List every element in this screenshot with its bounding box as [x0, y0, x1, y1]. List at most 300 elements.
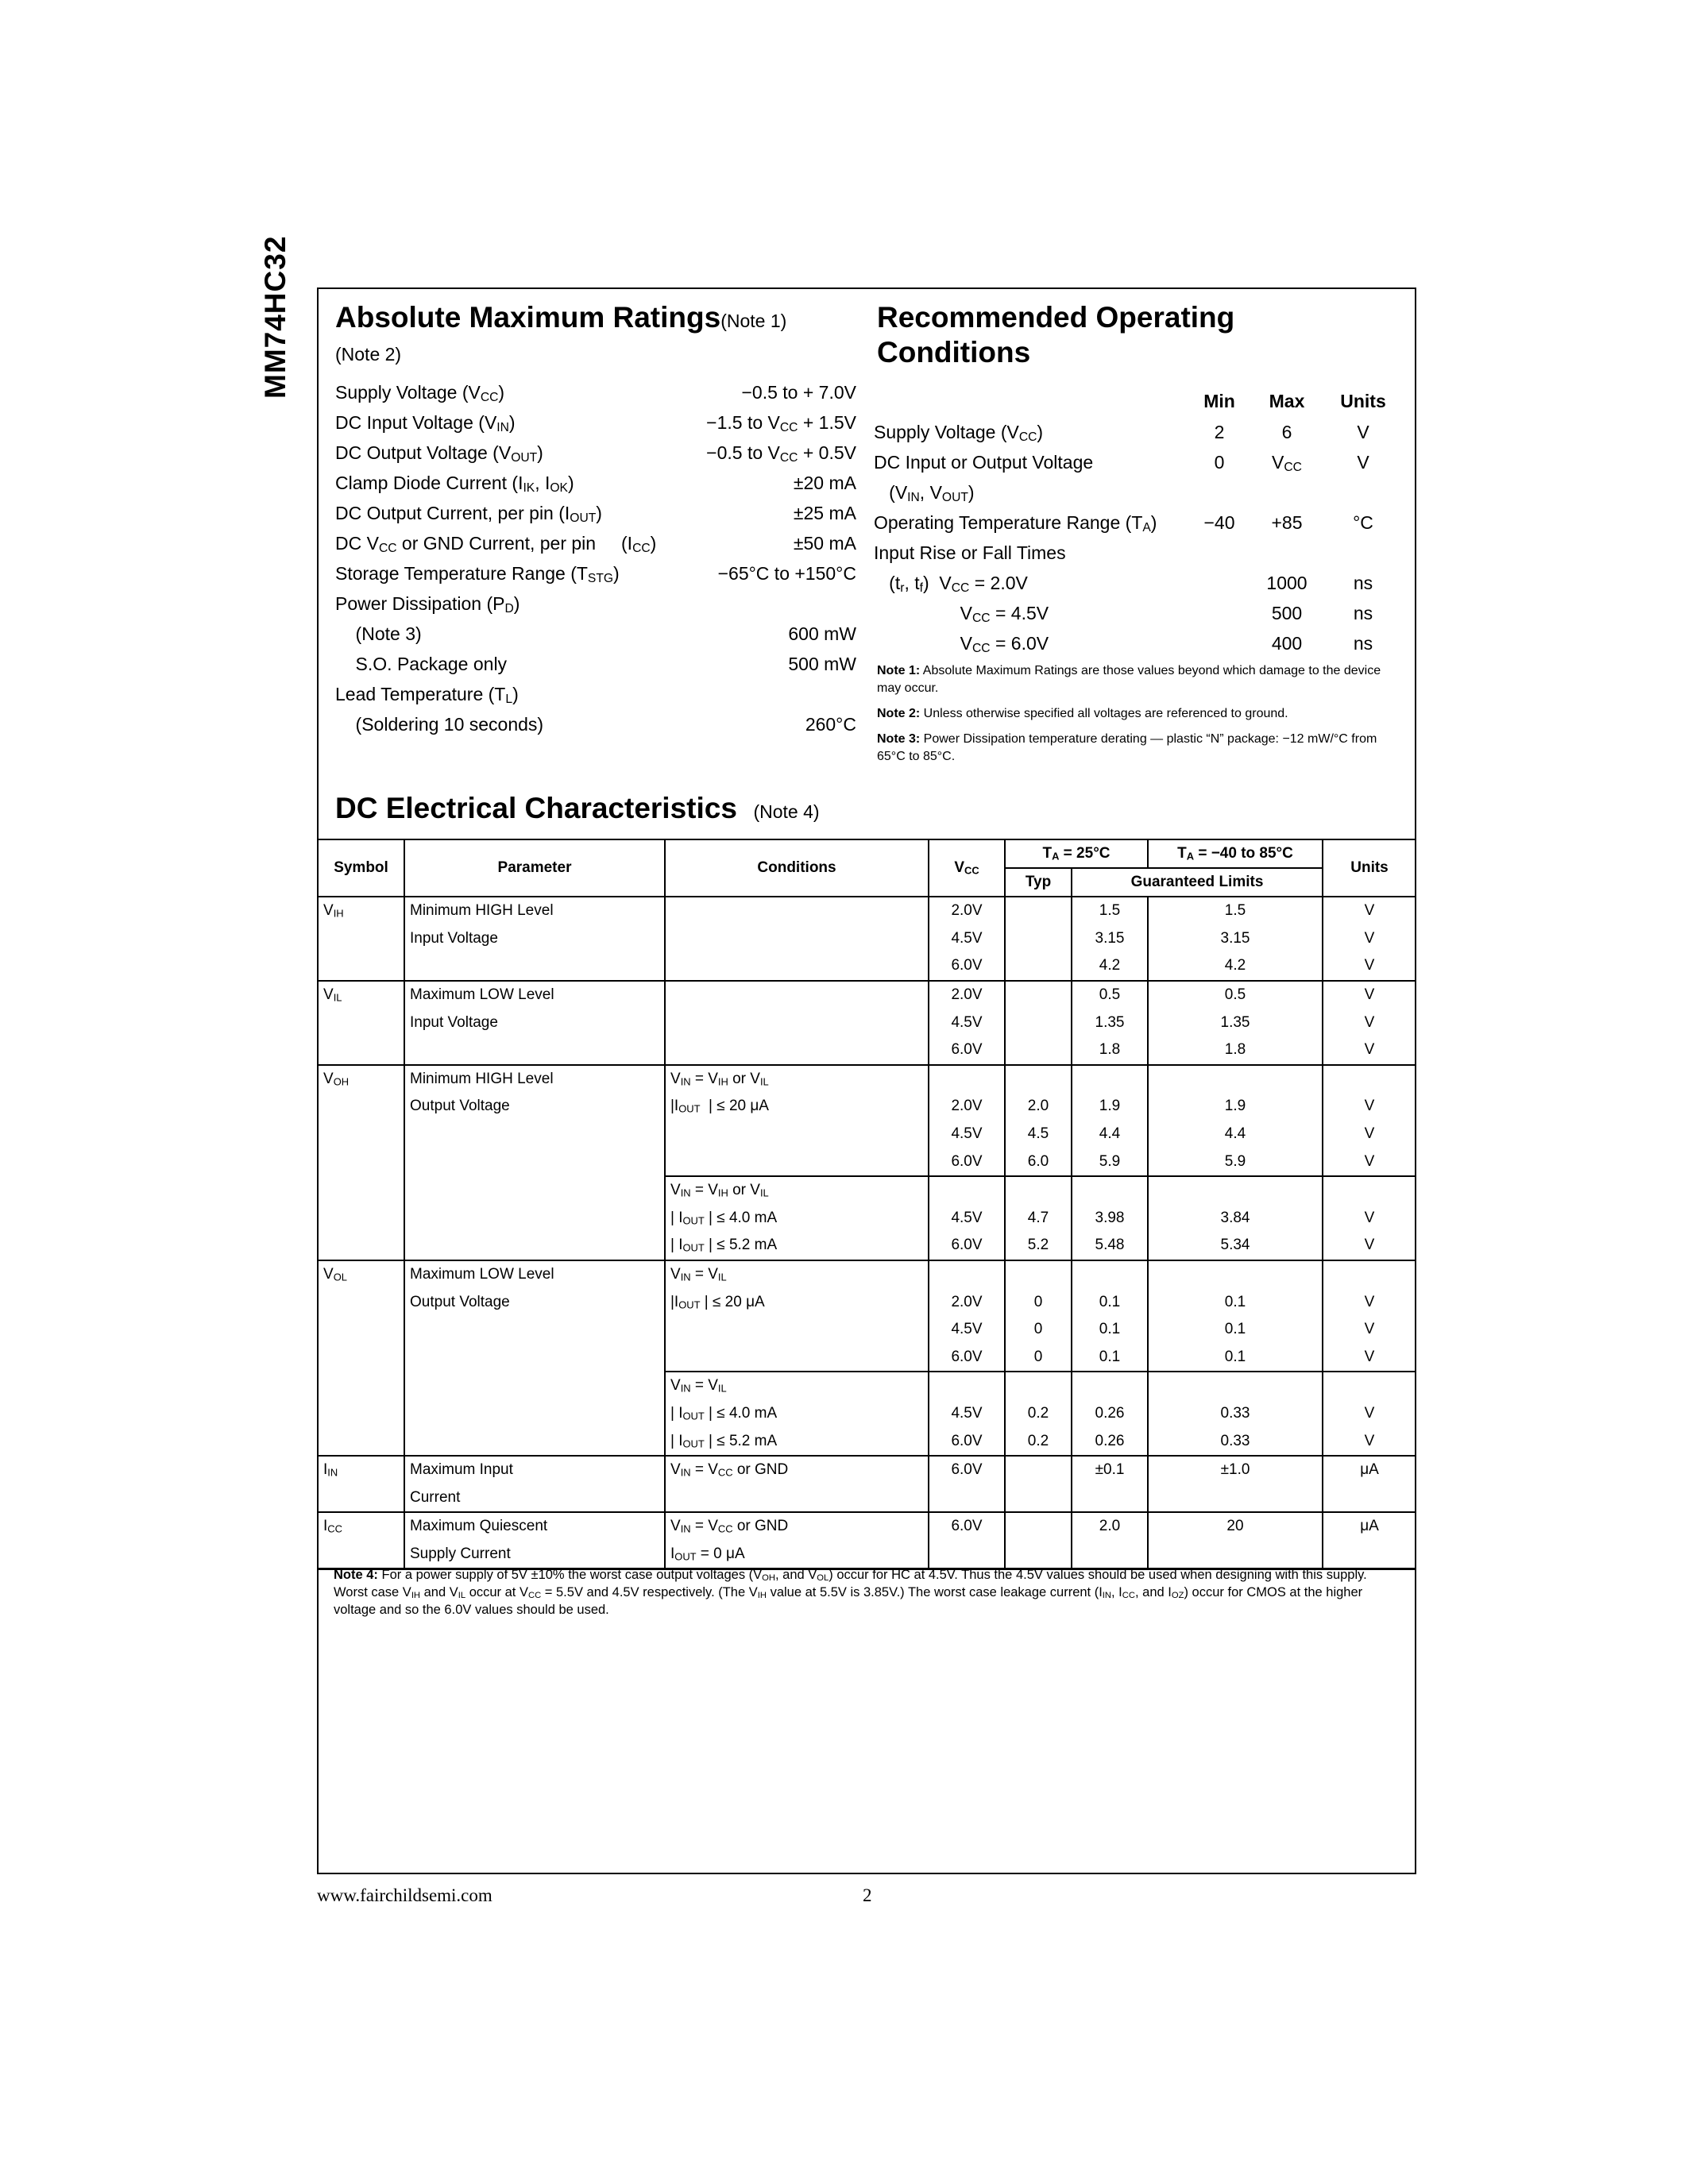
cell-cond — [665, 925, 929, 953]
cell-g85: 0.33 — [1148, 1427, 1323, 1456]
rec-op-title-line1: Recommended Operating — [877, 301, 1235, 334]
rec-op-min — [1192, 598, 1247, 628]
cell-u: V — [1323, 1036, 1416, 1065]
rec-op-max: $V_{CC}$ — [1272, 452, 1302, 475]
dc-header-units: Units — [1323, 839, 1416, 897]
table-row — [319, 897, 1416, 925]
cell-typ — [1005, 897, 1072, 925]
table-row — [319, 1541, 1416, 1569]
abs-max-value: −0.5 to + 7.0V — [741, 382, 856, 403]
cell-sym — [319, 1232, 404, 1260]
rec-op-label: $V_{CC} = 6.0V$ — [874, 633, 1049, 656]
abs-max-value: ±25 mA — [793, 503, 856, 523]
cell-cond: $V_{IN} = V_{IH}$ or $V_{IL}$ — [665, 1065, 929, 1094]
cell-u — [1323, 1541, 1416, 1569]
dc-title: DC Electrical Characteristics — [335, 792, 737, 824]
abs-max-label: DC Input Voltage $(V_{IN})$ — [335, 412, 516, 435]
cell-g85 — [1148, 1260, 1323, 1289]
rec-op-heading — [877, 300, 1234, 370]
cell-param: Minimum HIGH Level — [404, 897, 665, 925]
rec-op-units: V — [1357, 452, 1369, 473]
rec-op-min: 0 — [1214, 452, 1225, 473]
cell-sym — [319, 1121, 404, 1148]
dc-table-body — [319, 897, 1416, 1569]
cell-typ — [1005, 1541, 1072, 1569]
cell-sym — [319, 952, 404, 981]
table-row — [319, 1484, 1416, 1512]
table-row — [319, 1121, 1416, 1148]
cell-param: Maximum LOW Level — [404, 981, 665, 1009]
abs-max-value: −0.5 to $V_{CC} + 0.5V$ — [706, 442, 856, 465]
cell-param: Maximum Quiescent — [404, 1512, 665, 1541]
cell-sym — [319, 1316, 404, 1344]
cell-typ: 2.0 — [1005, 1093, 1072, 1121]
table-row — [319, 952, 1416, 981]
cell-u: V — [1323, 1009, 1416, 1036]
rec-op-label: Supply Voltage $(V_{CC})$ — [874, 422, 1044, 445]
abs-max-label: DC $V_{CC}$ or GND Current, per pin $(I_{CC})$ — [335, 533, 657, 556]
cell-u — [1323, 1065, 1416, 1094]
abs-max-title-note: (Note 1) — [720, 311, 787, 331]
cell-u: V — [1323, 1316, 1416, 1344]
cell-u: μA — [1323, 1456, 1416, 1484]
cell-typ — [1005, 981, 1072, 1009]
dc-note4 — [334, 1566, 1398, 1619]
cell-g25: 4.2 — [1072, 952, 1148, 981]
rec-op-units: °C — [1353, 512, 1373, 533]
footer-url[interactable]: www.fairchildsemi.com — [317, 1885, 492, 1905]
cell-u: V — [1323, 1427, 1416, 1456]
cell-typ — [1005, 1176, 1072, 1205]
cell-cond — [665, 1009, 929, 1036]
rec-op-label: ($V_{IN}$, $V_{OUT}$) — [874, 482, 975, 505]
cell-vcc — [929, 1065, 1005, 1094]
cell-u — [1323, 1176, 1416, 1205]
cell-g25 — [1072, 1541, 1148, 1569]
footer-page-number: 2 — [863, 1885, 872, 1905]
cell-typ — [1005, 952, 1072, 981]
cell-g25: 0.1 — [1072, 1344, 1148, 1372]
cell-g25: 3.98 — [1072, 1205, 1148, 1233]
rec-op-min — [1192, 628, 1247, 658]
cell-cond: $V_{IN} = V_{CC}$ or GND — [665, 1456, 929, 1484]
rec-op-label: Operating Temperature Range $(T_A)$ — [874, 512, 1157, 535]
cell-g25: 0.1 — [1072, 1288, 1148, 1316]
cell-vcc: 6.0V — [929, 1232, 1005, 1260]
cell-cond — [665, 897, 929, 925]
cell-g25: 5.48 — [1072, 1232, 1148, 1260]
cell-sym — [319, 1176, 404, 1205]
rec-op-max: 6 — [1281, 422, 1292, 442]
cell-sym — [319, 1148, 404, 1176]
cell-vcc: 6.0V — [929, 952, 1005, 981]
rec-op-note: Note 3: Power Dissipation temperature derating — plastic “N” package: −12 mW/°C from 65°C to 85°C. — [877, 732, 1377, 763]
cell-vcc — [929, 1372, 1005, 1400]
cell-param — [404, 1148, 665, 1176]
cell-typ — [1005, 1065, 1072, 1094]
side-part-number: MM74HC32 — [259, 235, 292, 399]
table-row — [319, 1205, 1416, 1233]
dc-header-ta-range: $T_A = -40$ to 85°C — [1148, 839, 1323, 868]
abs-max-heading — [335, 300, 786, 338]
cell-cond: $V_{IN} = V_{CC}$ or GND — [665, 1512, 929, 1541]
dc-characteristics-table — [319, 839, 1416, 1570]
cell-u: V — [1323, 925, 1416, 953]
cell-cond: | $I_{OUT}$ | ≤ 5.2 mA — [665, 1232, 929, 1260]
cell-sym — [319, 925, 404, 953]
cell-vcc: 6.0V — [929, 1512, 1005, 1541]
abs-max-value: 600 mW — [788, 623, 856, 644]
cell-g85: ±1.0 — [1148, 1456, 1323, 1484]
cell-g85: 3.15 — [1148, 925, 1323, 953]
cell-g85: 1.5 — [1148, 897, 1323, 925]
abs-max-label: (Note 3) — [335, 623, 422, 644]
cell-sym — [319, 1400, 404, 1428]
cell-cond — [665, 1484, 929, 1512]
cell-u: V — [1323, 1121, 1416, 1148]
cell-vcc: 2.0V — [929, 981, 1005, 1009]
cell-typ: 6.0 — [1005, 1148, 1072, 1176]
cell-sym — [319, 1372, 404, 1400]
rec-op-min: −40 — [1203, 512, 1235, 533]
cell-g85: 1.9 — [1148, 1093, 1323, 1121]
cell-param — [404, 1121, 665, 1148]
cell-vcc — [929, 1260, 1005, 1289]
abs-max-label: DC Output Voltage $(V_{OUT})$ — [335, 442, 543, 465]
cell-typ — [1005, 1372, 1072, 1400]
dc-note4-tag: Note 4: — [334, 1568, 378, 1582]
abs-max-value: −65°C to +150°C — [717, 563, 856, 584]
cell-u: V — [1323, 1148, 1416, 1176]
cell-u: V — [1323, 1232, 1416, 1260]
rec-op-header-units: Units — [1340, 391, 1386, 411]
cell-param — [404, 1176, 665, 1205]
cell-g25: 3.15 — [1072, 925, 1148, 953]
cell-g25: 1.35 — [1072, 1009, 1148, 1036]
cell-typ — [1005, 1456, 1072, 1484]
table-row — [319, 1036, 1416, 1065]
cell-typ: 4.7 — [1005, 1205, 1072, 1233]
cell-cond: $I_{OUT} = 0$ μA — [665, 1541, 929, 1569]
cell-cond: $|I_{OUT}$ | ≤ 20 μA — [665, 1093, 929, 1121]
dc-header-vcc: $V_{CC}$ — [929, 839, 1005, 897]
cell-sym — [319, 1288, 404, 1316]
dc-header-ta25: $T_A = 25^\circ C$ — [1005, 839, 1148, 868]
cell-g25: 1.5 — [1072, 897, 1148, 925]
table-row — [319, 1232, 1416, 1260]
cell-param — [404, 1205, 665, 1233]
cell-cond: $|I_{OUT}$ | ≤ 20 μA — [665, 1288, 929, 1316]
cell-g85: 20 — [1148, 1512, 1323, 1541]
cell-g85: 5.9 — [1148, 1148, 1323, 1176]
abs-max-value — [635, 679, 856, 709]
table-row — [319, 1260, 1416, 1289]
rec-op-units — [1330, 477, 1396, 507]
table-row — [319, 1009, 1416, 1036]
rec-op-max — [1257, 538, 1317, 568]
cell-g85 — [1148, 1372, 1323, 1400]
rec-op-label: DC Input or Output Voltage — [874, 452, 1094, 473]
rec-op-label: $V_{CC} = 4.5V$ — [874, 603, 1049, 626]
cell-typ: 0.2 — [1005, 1400, 1072, 1428]
cell-sym — [319, 1093, 404, 1121]
rec-op-min — [1192, 568, 1247, 598]
table-row — [319, 1093, 1416, 1121]
cell-param: Current — [404, 1484, 665, 1512]
cell-typ: 0 — [1005, 1316, 1072, 1344]
cell-vcc: 4.5V — [929, 1205, 1005, 1233]
cell-g25 — [1072, 1176, 1148, 1205]
abs-max-value: ±50 mA — [793, 533, 856, 554]
cell-typ: 4.5 — [1005, 1121, 1072, 1148]
rec-op-label: Input Rise or Fall Times — [874, 542, 1066, 563]
cell-g85 — [1148, 1176, 1323, 1205]
cell-g25: ±0.1 — [1072, 1456, 1148, 1484]
cell-sym: $V_{IH}$ — [319, 897, 404, 925]
cell-typ — [1005, 925, 1072, 953]
rec-op-min — [1192, 538, 1247, 568]
cell-vcc: 2.0V — [929, 1288, 1005, 1316]
cell-vcc: 4.5V — [929, 1121, 1005, 1148]
cell-param — [404, 952, 665, 981]
cell-g25: 1.8 — [1072, 1036, 1148, 1065]
cell-u: V — [1323, 1288, 1416, 1316]
cell-vcc: 6.0V — [929, 1427, 1005, 1456]
cell-cond: | $I_{OUT}$ | ≤ 5.2 mA — [665, 1427, 929, 1456]
cell-g25: 2.0 — [1072, 1512, 1148, 1541]
dc-header-parameter: Parameter — [404, 839, 665, 897]
cell-g85 — [1148, 1541, 1323, 1569]
table-row — [319, 1065, 1416, 1094]
cell-vcc — [929, 1484, 1005, 1512]
cell-vcc: 6.0V — [929, 1344, 1005, 1372]
cell-vcc: 2.0V — [929, 1093, 1005, 1121]
cell-typ: 0 — [1005, 1344, 1072, 1372]
cell-g25 — [1072, 1260, 1148, 1289]
cell-vcc: 4.5V — [929, 1009, 1005, 1036]
cell-param — [404, 1316, 665, 1344]
cell-cond — [665, 1148, 929, 1176]
cell-sym — [319, 1484, 404, 1512]
abs-max-title: Absolute Maximum Ratings — [335, 301, 721, 334]
cell-cond: | $I_{OUT}$ | ≤ 4.0 mA — [665, 1205, 929, 1233]
cell-param: Maximum LOW Level — [404, 1260, 665, 1289]
cell-param: Input Voltage — [404, 925, 665, 953]
abs-max-label: Supply Voltage $(V_{CC})$ — [335, 382, 505, 405]
rec-op-min — [1192, 477, 1247, 507]
cell-u: V — [1323, 1205, 1416, 1233]
cell-param — [404, 1400, 665, 1428]
cell-cond: $V_{IN} = V_{IL}$ — [665, 1372, 929, 1400]
cell-sym: $V_{OL}$ — [319, 1260, 404, 1289]
cell-param: Maximum Input — [404, 1456, 665, 1484]
cell-param: Supply Current — [404, 1541, 665, 1569]
dc-heading — [335, 791, 820, 829]
table-row — [319, 1456, 1416, 1484]
cell-g85: 0.5 — [1148, 981, 1323, 1009]
cell-g25: 0.5 — [1072, 981, 1148, 1009]
rec-op-title-line2: Conditions — [877, 336, 1031, 369]
cell-typ — [1005, 1009, 1072, 1036]
cell-vcc — [929, 1541, 1005, 1569]
rec-op-min: 2 — [1214, 422, 1225, 442]
abs-max-value: 260°C — [805, 714, 856, 735]
cell-u — [1323, 1372, 1416, 1400]
cell-sym — [319, 1009, 404, 1036]
cell-g25 — [1072, 1484, 1148, 1512]
abs-max-value: −1.5 to $V_{CC} + 1.5V$ — [706, 412, 856, 435]
cell-g25: 0.1 — [1072, 1316, 1148, 1344]
table-row — [319, 925, 1416, 953]
cell-param — [404, 1036, 665, 1065]
cell-g25: 4.4 — [1072, 1121, 1148, 1148]
cell-g85: 4.2 — [1148, 952, 1323, 981]
table-row — [319, 1344, 1416, 1372]
cell-param — [404, 1372, 665, 1400]
cell-sym: $V_{OH}$ — [319, 1065, 404, 1094]
dc-title-note: (Note 4) — [753, 801, 820, 822]
cell-param — [404, 1344, 665, 1372]
cell-g85: 0.1 — [1148, 1344, 1323, 1372]
cell-cond — [665, 1344, 929, 1372]
cell-g25: 5.9 — [1072, 1148, 1148, 1176]
cell-vcc — [929, 1176, 1005, 1205]
dc-header-typ: Typ — [1005, 868, 1072, 897]
abs-max-label: Lead Temperature $(T_L)$ — [335, 684, 519, 707]
rec-op-units — [1330, 538, 1396, 568]
table-row — [319, 981, 1416, 1009]
cell-sym — [319, 1427, 404, 1456]
cell-vcc: 6.0V — [929, 1148, 1005, 1176]
table-row — [319, 1400, 1416, 1428]
cell-vcc: 4.5V — [929, 925, 1005, 953]
cell-u: V — [1323, 1400, 1416, 1428]
cell-g85: 0.1 — [1148, 1288, 1323, 1316]
cell-sym: $I_{CC}$ — [319, 1512, 404, 1541]
rec-op-units: ns — [1353, 603, 1373, 623]
abs-max-note2: (Note 2) — [335, 344, 402, 365]
cell-cond: $V_{IN} = V_{IH}$ or $V_{IL}$ — [665, 1176, 929, 1205]
abs-max-value: ±20 mA — [793, 473, 856, 493]
cell-cond — [665, 981, 929, 1009]
dc-note4-text: For a power supply of 5V ±10% the worst case output voltages ($V_{OH}$, and $V_{OL}$) occur for HC at 4.5V. Thus the 4.5V values should be used when designing with this supply. Worst case $V_{IH}$ and $V_{IL}$ occur at $V_{CC} = 5.5V$ and 4.5V respectively. (The $V_{IH}$ value at 5.5V is 3.85V.) The worst case leakage current ($I_{IN}$, $I_{CC}$, and $I_{OZ}$) occur for CMOS at the higher voltage and so the 6.0V values should be used. — [334, 1568, 1367, 1617]
cell-vcc: 4.5V — [929, 1316, 1005, 1344]
cell-typ: 0 — [1005, 1288, 1072, 1316]
cell-param — [404, 1232, 665, 1260]
cell-typ: 0.2 — [1005, 1427, 1072, 1456]
abs-max-label: Power Dissipation $(P_D)$ — [335, 593, 520, 616]
cell-sym — [319, 1205, 404, 1233]
cell-u: μA — [1323, 1512, 1416, 1541]
cell-param: Minimum HIGH Level — [404, 1065, 665, 1094]
cell-g85 — [1148, 1484, 1323, 1512]
cell-vcc: 2.0V — [929, 897, 1005, 925]
table-row — [319, 1512, 1416, 1541]
table-row — [319, 1316, 1416, 1344]
cell-cond: $V_{IN} = V_{IL}$ — [665, 1260, 929, 1289]
table-row — [319, 1148, 1416, 1176]
cell-vcc: 6.0V — [929, 1456, 1005, 1484]
cell-g85: 1.35 — [1148, 1009, 1323, 1036]
cell-cond — [665, 1316, 929, 1344]
cell-g25: 1.9 — [1072, 1093, 1148, 1121]
abs-max-value: 500 mW — [788, 654, 856, 674]
cell-u: V — [1323, 897, 1416, 925]
cell-sym — [319, 1344, 404, 1372]
cell-g85: 4.4 — [1148, 1121, 1323, 1148]
rec-op-max — [1257, 477, 1317, 507]
rec-op-max: 500 — [1271, 603, 1303, 623]
cell-typ — [1005, 1512, 1072, 1541]
rec-op-max: 400 — [1271, 633, 1303, 654]
cell-g85: 0.33 — [1148, 1400, 1323, 1428]
table-row — [319, 1427, 1416, 1456]
table-row — [319, 1288, 1416, 1316]
abs-max-value — [635, 588, 856, 619]
cell-param: Input Voltage — [404, 1009, 665, 1036]
cell-cond — [665, 1121, 929, 1148]
dc-header-symbol: Symbol — [319, 839, 404, 897]
abs-max-label: (Soldering 10 seconds) — [335, 714, 544, 735]
abs-max-label: S.O. Package only — [335, 654, 508, 674]
rec-op-header-min: Min — [1203, 391, 1235, 411]
cell-u: V — [1323, 981, 1416, 1009]
cell-param — [404, 1427, 665, 1456]
table-row — [319, 1176, 1416, 1205]
cell-g25: 0.26 — [1072, 1427, 1148, 1456]
cell-g25 — [1072, 1372, 1148, 1400]
cell-u — [1323, 1484, 1416, 1512]
rec-op-note: Note 2: Unless otherwise specified all voltages are referenced to ground. — [877, 707, 1288, 720]
cell-param: Output Voltage — [404, 1093, 665, 1121]
cell-g85: 3.84 — [1148, 1205, 1323, 1233]
cell-cond: | $I_{OUT}$ | ≤ 4.0 mA — [665, 1400, 929, 1428]
cell-cond — [665, 952, 929, 981]
cell-typ — [1005, 1484, 1072, 1512]
table-row — [319, 1372, 1416, 1400]
dc-header-conditions: Conditions — [665, 839, 929, 897]
cell-sym: $I_{IN}$ — [319, 1456, 404, 1484]
cell-typ: 5.2 — [1005, 1232, 1072, 1260]
cell-g85: 1.8 — [1148, 1036, 1323, 1065]
cell-sym — [319, 1036, 404, 1065]
abs-max-label: Clamp Diode Current ($I_{IK}$, $I_{OK}$) — [335, 473, 574, 496]
rec-op-max: 1000 — [1266, 573, 1308, 593]
rec-op-max: +85 — [1271, 512, 1303, 533]
cell-sym — [319, 1541, 404, 1569]
rec-op-units: ns — [1353, 573, 1373, 593]
dc-header-guaranteed: Guaranteed Limits — [1072, 868, 1323, 897]
rec-op-units: ns — [1353, 633, 1373, 654]
cell-u — [1323, 1260, 1416, 1289]
cell-typ — [1005, 1260, 1072, 1289]
cell-g25 — [1072, 1065, 1148, 1094]
cell-vcc: 4.5V — [929, 1400, 1005, 1428]
cell-g85: 0.1 — [1148, 1316, 1323, 1344]
abs-max-label: Storage Temperature Range $(T_{STG})$ — [335, 563, 620, 586]
cell-param: Output Voltage — [404, 1288, 665, 1316]
rec-op-note: Note 1: Absolute Maximum Ratings are those values beyond which damage to the device may occur. — [877, 664, 1381, 695]
cell-vcc: 6.0V — [929, 1036, 1005, 1065]
cell-g85 — [1148, 1065, 1323, 1094]
rec-op-label: ($t_r$, $t_f$) $V_{CC} = 2.0V$ — [874, 573, 1028, 596]
cell-typ — [1005, 1036, 1072, 1065]
cell-g85: 5.34 — [1148, 1232, 1323, 1260]
cell-u: V — [1323, 1093, 1416, 1121]
rec-op-units: V — [1357, 422, 1369, 442]
cell-g25: 0.26 — [1072, 1400, 1148, 1428]
rec-op-header-max: Max — [1269, 391, 1305, 411]
